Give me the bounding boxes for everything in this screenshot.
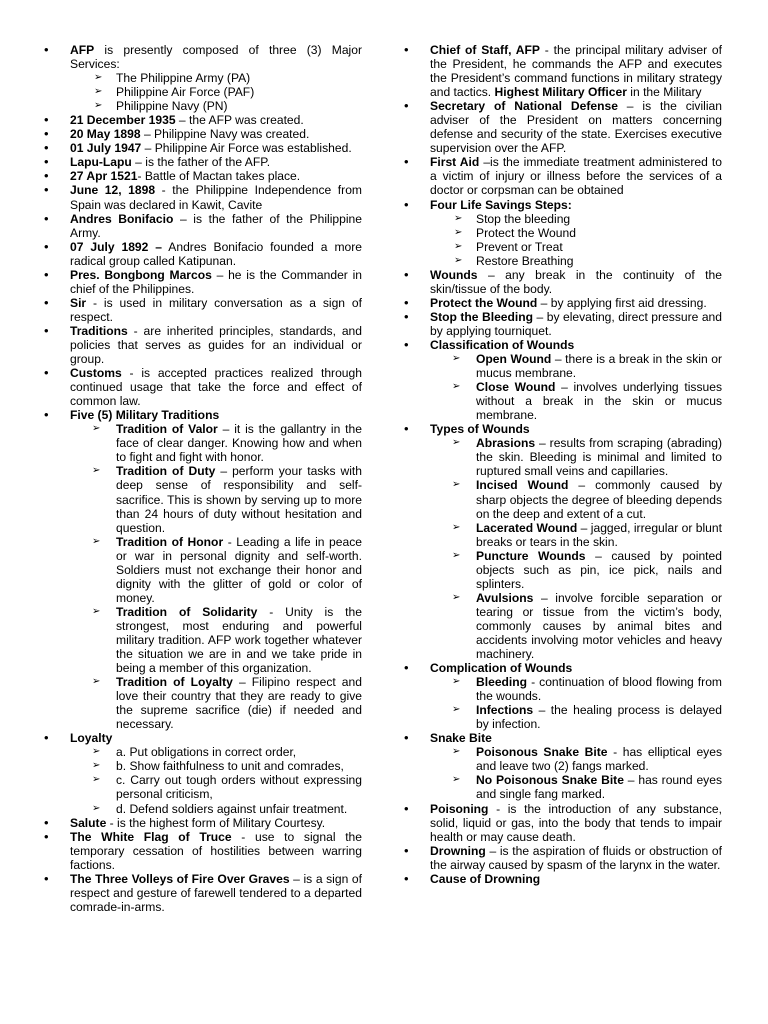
sub-list-item: ➢ Infections – the healing process is delayed by infection. [430,703,722,731]
sub-list-item: ➢ Tradition of Solidarity - Unity is the strongest, most enduring and powerful military tradition. AFP work together whatever the situation we are in and we take pride in being a member of this organization. [70,605,362,675]
list-item: • Lapu-Lapu – is the father of the AFP. [42,155,362,169]
sub-list-item: ➢ Avulsions – involve forcible separation or tearing or tissue from the victim’s body, commonly causes by animal bites and accidents involving motor vehicles and heavy machinery. [430,591,722,661]
sub-list-item: ➢ Restore Breathing [430,254,722,268]
sub-list-item: ➢ Protect the Wound [430,226,722,240]
list-item: • June 12, 1898 - the Philippine Independence from Spain was declared in Kawit, Cavite [42,183,362,211]
left-bullet-list [42,43,362,914]
sub-list-item: ➢ Lacerated Wound – jagged, irregular or blunt breaks or tears in the skin. [430,521,722,549]
sub-list-item: ➢ Tradition of Valor – it is the gallantry in the face of clear danger. Knowing how and when to fight and fight with honor. [70,422,362,464]
sub-list-item: ➢ Tradition of Honor - Leading a life in peace or war in personal dignity and self-worth. Soldiers must not exchange their honor and dignity with the glitter of gold or color of money. [70,535,362,605]
sub-list-item: ➢ Tradition of Loyalty – Filipino respect and love their country that they are ready to give the supreme sacrifice (die) if needed and necessary. [70,675,362,731]
list-item: • Pres. Bongbong Marcos – he is the Commander in chief of the Philippines. [42,268,362,296]
sub-list-item: ➢ Philippine Navy (PN) [70,99,362,113]
list-item: • 01 July 1947 – Philippine Air Force was established. [42,141,362,155]
sub-list [70,745,362,815]
sub-list-item: ➢ No Poisonous Snake Bite – has round eyes and single fang marked. [430,773,722,801]
sub-list [70,422,362,731]
list-item: • Stop the Bleeding – by elevating, direct pressure and by applying tourniquet. [402,310,722,338]
list-item: • Chief of Staff, AFP - the principal military adviser of the President, he commands the AFP and executes the President’s command functions in military strategy and tactics. Highest Military Officer in the Military [402,43,722,99]
list-item: • 27 Apr 1521- Battle of Mactan takes place. [42,169,362,183]
list-item: • 20 May 1898 – Philippine Navy was created. [42,127,362,141]
sub-list-item: ➢ Close Wound – involves underlying tissues without a break in the skin or mucus membrane. [430,380,722,422]
list-item: • The Three Volleys of Fire Over Graves – is a sign of respect and gesture of farewell tendered to a departed comrade-in-arms. [42,872,362,914]
list-item: • 21 December 1935 – the AFP was created. [42,113,362,127]
list-item: • Classification of Wounds ➢ Open Wound – there is a break in the skin or mucus membrane. ➢ Close Wound – involves underlying tissues without a break in the skin or mucus membrane. [402,338,722,422]
sub-list-item: ➢ c. Carry out tough orders without expressing personal criticism, [70,773,362,801]
list-item: • 07 July 1892 – Andres Bonifacio founded a more radical group called Katipunan. [42,240,362,268]
list-item: • Poisoning - is the introduction of any substance, solid, liquid or gas, into the body that tends to impair health or may cause death. [402,802,722,844]
list-item: • Secretary of National Defense – is the civilian adviser of the President on matters concerning defense and security of the state. Exercises executive supervision over the AFP. [402,99,722,155]
sub-list [430,436,722,661]
sub-list-item: ➢ d. Defend soldiers against unfair treatment. [70,802,362,816]
list-item: • Snake Bite ➢ Poisonous Snake Bite - has elliptical eyes and leave two (2) fangs marked. ➢ No Poisonous Snake Bite – has round eyes and single fang marked. [402,731,722,801]
sub-list-item: ➢ Puncture Wounds – caused by pointed objects such as pin, ice pick, nails and splinters. [430,549,722,591]
list-item: • Four Life Savings Steps: ➢ Stop the bleeding ➢ Protect the Wound ➢ Prevent or Treat ➢ Restore Breathing [402,198,722,268]
sub-list [430,675,722,731]
right-column [402,43,722,886]
sub-list-item: ➢ Incised Wound – commonly caused by sharp objects the degree of bleeding depends on the deep and extent of a cut. [430,478,722,520]
left-column [42,43,362,914]
sub-list-item: ➢ Bleeding - continuation of blood flowing from the wounds. [430,675,722,703]
list-item: • Sir - is used in military conversation as a sign of respect. [42,296,362,324]
sub-list-item: ➢ Poisonous Snake Bite - has elliptical eyes and leave two (2) fangs marked. [430,745,722,773]
sub-list-item: ➢ Open Wound – there is a break in the skin or mucus membrane. [430,352,722,380]
list-item: • Loyalty ➢ a. Put obligations in correct order, ➢ b. Show faithfulness to unit and comrades, ➢ c. Carry out tough orders without expressing personal criticism, ➢ d. Defend soldiers against unfair treatment. [42,731,362,815]
list-item: • The White Flag of Truce - use to signal the temporary cessation of hostilities between warring factions. [42,830,362,872]
list-item: • Drowning – is the aspiration of fluids or obstruction of the airway caused by spasm of the larynx in the water. [402,844,722,872]
sub-list [430,352,722,422]
list-item: • Traditions - are inherited principles, standards, and policies that serves as guides for an individual or group. [42,324,362,366]
list-item: • AFP is presently composed of three (3) Major Services: ➢ The Philippine Army (PA) ➢ Philippine Air Force (PAF) ➢ Philippine Navy (PN) [42,43,362,113]
list-item: • First Aid –is the immediate treatment administered to a victim of injury or illness before the services of a doctor or corpsman can be obtained [402,155,722,197]
list-item: • Five (5) Military Traditions ➢ Tradition of Valor – it is the gallantry in the face of clear danger. Knowing how and when to fight and fight with honor. ➢ Tradition of Duty – perform your tasks with deep sense of responsibility and self-sacrifice. This is shown by serving up to more than 24 hours of duty without hesitation and question. ➢ Tradition of Honor - Leading a life in peace or war in personal dignity and self-worth. Soldiers must not exchange their honor and dignity with the glitter of gold or color of money. ➢ Tradition of Solidarity - Unity is the strongest, most enduring and powerful military tradition. AFP work together whatever the situation we are in and we take pride in being a member of this organization. ➢ Tradition of Loyalty – Filipino respect and love their country that they are ready to give the supreme sacrifice (die) if needed and necessary. [42,408,362,731]
sub-list-item: ➢ The Philippine Army (PA) [70,71,362,85]
sub-list-item: ➢ a. Put obligations in correct order, [70,745,362,759]
list-item: • Types of Wounds ➢ Abrasions – results from scraping (abrading) the skin. Bleeding is minimal and limited to ruptured small veins and capillaries. ➢ Incised Wound – commonly caused by sharp objects the degree of bleeding depends on the deep and extent of a cut. ➢ Lacerated Wound – jagged, irregular or blunt breaks or tears in the skin. ➢ Puncture Wounds – caused by pointed objects such as pin, ice pick, nails and splinters. ➢ Avulsions – involve forcible separation or tearing or tissue from the victim’s body, commonly causes by animal bites and accidents involving motor vehicles and heavy machinery. [402,422,722,661]
sub-list-item: ➢ Tradition of Duty – perform your tasks with deep sense of responsibility and self-sacrifice. This is shown by serving up to more than 24 hours of duty without hesitation and question. [70,464,362,534]
sub-list-item: ➢ Abrasions – results from scraping (abrading) the skin. Bleeding is minimal and limited to ruptured small veins and capillaries. [430,436,722,478]
list-item: • Andres Bonifacio – is the father of the Philippine Army. [42,212,362,240]
list-item: • Protect the Wound – by applying first aid dressing. [402,296,722,310]
sub-list-item: ➢ Philippine Air Force (PAF) [70,85,362,99]
sub-list [430,745,722,801]
right-bullet-list [402,43,722,886]
sub-list-item: ➢ b. Show faithfulness to unit and comrades, [70,759,362,773]
sub-list [70,71,362,113]
list-item: • Cause of Drowning [402,872,722,886]
list-item: • Wounds – any break in the continuity of the skin/tissue of the body. [402,268,722,296]
sub-list-item: ➢ Stop the bleeding [430,212,722,226]
list-item: • Salute - is the highest form of Military Courtesy. [42,816,362,830]
list-item: • Customs - is accepted practices realized through continued usage that take the force and effect of common law. [42,366,362,408]
list-item: • Complication of Wounds ➢ Bleeding - continuation of blood flowing from the wounds. ➢ Infections – the healing process is delayed by infection. [402,661,722,731]
sub-list-item: ➢ Prevent or Treat [430,240,722,254]
sub-list [430,212,722,268]
